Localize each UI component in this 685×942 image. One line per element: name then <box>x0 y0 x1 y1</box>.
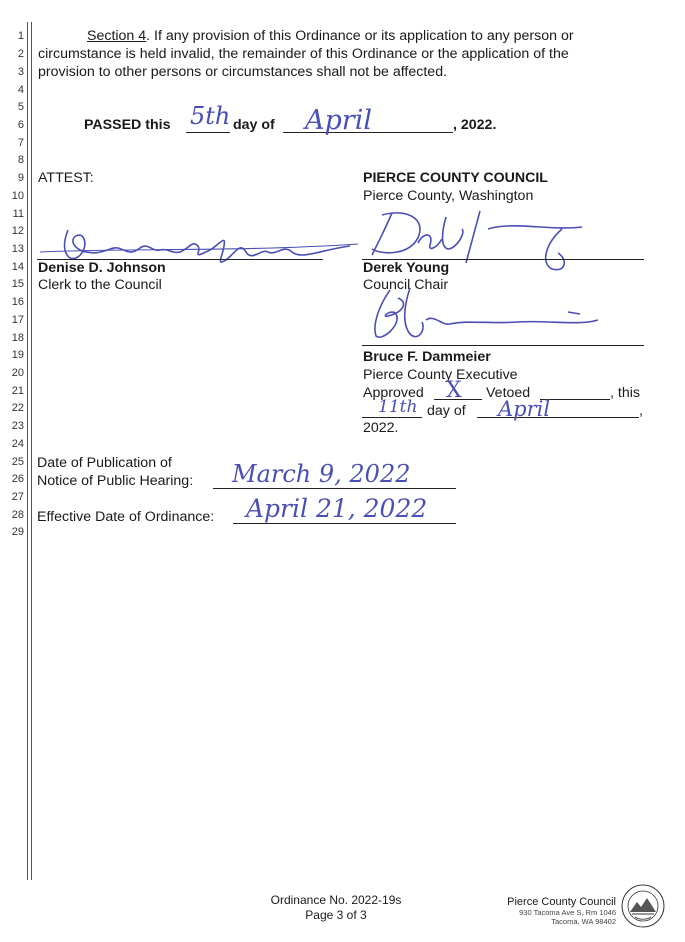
exec-day-underline <box>362 417 422 418</box>
line-number: 3 <box>17 66 24 78</box>
passed-month-handwritten: April <box>305 105 372 136</box>
line-number: 23 <box>11 420 24 432</box>
passed-year: , 2022. <box>453 117 497 133</box>
line-number: 4 <box>17 84 24 96</box>
line-number: 13 <box>11 243 24 255</box>
line-number: 16 <box>11 296 24 308</box>
effective-label: Effective Date of Ordinance: <box>37 509 215 525</box>
executive-signature <box>368 284 608 346</box>
footer-address-line-2: Tacoma, WA 98402 <box>551 917 616 926</box>
ordinance-number: Ordinance No. 2022-19s <box>270 893 402 907</box>
exec-year: 2022. <box>363 420 399 436</box>
publication-label-1: Date of Publication of <box>37 455 172 471</box>
line-number: 5 <box>17 101 24 113</box>
approved-mark: X <box>446 378 462 403</box>
line-number: 9 <box>17 172 24 184</box>
footer-org-name: Pierce County Council <box>507 896 616 908</box>
clerk-title: Clerk to the Council <box>38 277 162 293</box>
margin-rule-inner <box>31 22 32 880</box>
executive-signature-line <box>362 345 644 346</box>
clerk-name: Denise D. Johnson <box>38 260 166 276</box>
line-number: 24 <box>11 438 24 450</box>
section-4-line-3: provision to other persons or circumstances shall not be affected. <box>38 64 448 80</box>
line-number: 6 <box>17 119 24 131</box>
vetoed-underline <box>540 399 610 400</box>
passed-prefix: PASSED this <box>84 117 171 133</box>
publication-date-handwritten: March 9, 2022 <box>232 460 411 488</box>
exec-month-comma: , <box>639 403 643 419</box>
line-number: 15 <box>11 278 24 290</box>
section-4-line-2: circumstance is held invalid, the remainder of this Ordinance or the application of the <box>38 46 569 62</box>
line-number: 14 <box>11 261 24 273</box>
line-number: 22 <box>11 402 24 414</box>
publication-label-2: Notice of Public Hearing: <box>37 473 194 489</box>
footer-address-line-1: 930 Tacoma Ave S, Rm 1046 <box>519 908 616 917</box>
passed-day-handwritten: 5th <box>190 102 231 130</box>
line-number: 29 <box>11 526 24 538</box>
effective-date-handwritten: April 21, 2022 <box>246 494 428 523</box>
vetoed-label: Vetoed <box>486 385 531 401</box>
line-number: 17 <box>11 314 24 326</box>
line-number: 18 <box>11 332 24 344</box>
line-number: 10 <box>11 190 24 202</box>
line-number: 8 <box>17 154 24 166</box>
chair-name: Derek Young <box>363 260 450 276</box>
line-number: 20 <box>11 367 24 379</box>
publication-underline <box>213 488 456 489</box>
line-number: 25 <box>11 456 24 468</box>
attest-label: ATTEST: <box>38 170 94 186</box>
line-number: 7 <box>17 137 24 149</box>
line-number: 11 <box>12 208 24 220</box>
footer-address <box>478 896 616 926</box>
line-number: 27 <box>11 491 24 503</box>
chair-title: Council Chair <box>363 277 449 293</box>
county-seal-icon <box>621 884 665 928</box>
effective-underline <box>233 523 456 524</box>
line-number: 19 <box>11 349 24 361</box>
council-location: Pierce County, Washington <box>363 188 534 204</box>
margin-rule-outer <box>27 22 28 880</box>
council-name: PIERCE COUNTY COUNCIL <box>363 170 548 186</box>
line-number: 21 <box>11 385 24 397</box>
passed-day-underline <box>186 132 230 133</box>
exec-month-handwritten: April <box>498 397 551 421</box>
exec-day-handwritten: 11th <box>378 397 418 417</box>
executive-title: Pierce County Executive <box>363 367 518 383</box>
page-number: Page 3 of 3 <box>305 908 367 922</box>
this-label: , this <box>610 385 640 401</box>
exec-day-of-label: day of <box>427 403 466 419</box>
section-4-line-1 <box>87 29 574 43</box>
section-4-text: . If any provision of this Ordinance or its application to any person or <box>146 28 574 44</box>
passed-day-of: day of <box>233 117 275 133</box>
line-number: 1 <box>17 30 24 42</box>
executive-name: Bruce F. Dammeier <box>363 349 491 365</box>
line-number: 28 <box>11 509 24 521</box>
footer-center <box>250 893 422 923</box>
line-number: 2 <box>17 48 24 60</box>
line-number: 26 <box>11 473 24 485</box>
section-4-heading: Section 4 <box>87 28 147 44</box>
line-number: 12 <box>11 225 24 237</box>
approved-label: Approved <box>363 385 424 401</box>
